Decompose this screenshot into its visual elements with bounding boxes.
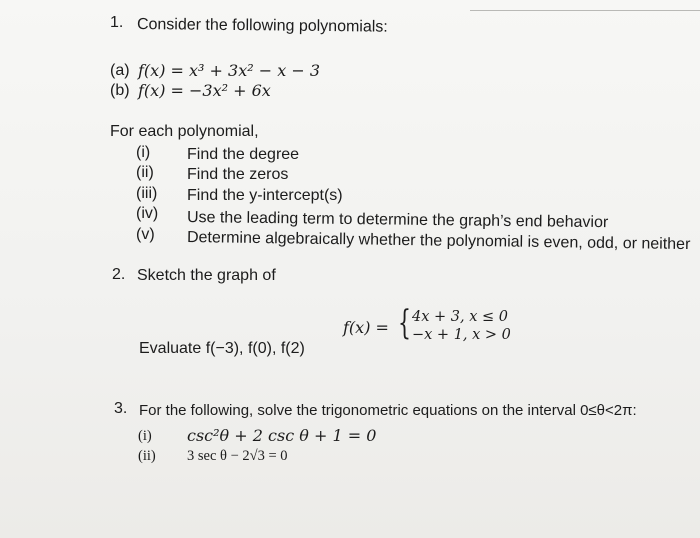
q2-case-1: 4x + 3, x ≤ 0 bbox=[412, 309, 508, 325]
q1-part-a-label: (a) bbox=[110, 62, 130, 79]
q3-item-ii-expr: 3 sec θ − 2√3 = 0 bbox=[187, 448, 288, 464]
q3-number: 3. bbox=[114, 400, 128, 417]
q1-task-v-num: (v) bbox=[136, 226, 155, 243]
q1-task-ii-num: (ii) bbox=[136, 164, 154, 181]
q2-function-lhs: f(x) = bbox=[343, 318, 389, 337]
q1-task-iv-num: (iv) bbox=[136, 205, 159, 222]
q1-task-ii-text: Find the zeros bbox=[187, 166, 289, 183]
q1-prompt: Consider the following polynomials: bbox=[136, 16, 388, 36]
q3-item-i-expr: csc²θ + 2 csc θ + 1 = 0 bbox=[187, 426, 377, 445]
q1-part-b-label: (b) bbox=[110, 82, 130, 99]
q1-task-iii-num: (iii) bbox=[136, 185, 158, 202]
q3-item-ii-num: (ii) bbox=[138, 448, 156, 464]
q2-evaluate: Evaluate f(−3), f(0), f(2) bbox=[139, 340, 305, 357]
q1-part-a-expression: f(x) = x³ + 3x² − x − 3 bbox=[138, 61, 320, 80]
q3-item-i-num: (i) bbox=[138, 428, 152, 444]
q1-task-i-text: Find the degree bbox=[187, 146, 300, 163]
q2-case-2: −x + 1, x > 0 bbox=[412, 327, 511, 343]
q1-task-iii-text: Find the y-intercept(s) bbox=[187, 187, 343, 204]
q1-task-iv-text: Use the leading term to determine the graph’s end behavior bbox=[186, 209, 609, 232]
q2-number: 2. bbox=[112, 266, 126, 283]
q3-prompt: For the following, solve the trigonometric equations on the interval 0≤θ<2π: bbox=[139, 402, 637, 419]
q2-prompt: Sketch the graph of bbox=[137, 267, 276, 284]
q1-for-each: For each polynomial, bbox=[110, 123, 259, 140]
q1-number: 1. bbox=[110, 14, 124, 31]
page-edge-line bbox=[470, 10, 700, 11]
q1-task-v-text: Determine algebraically whether the polynomial is even, odd, or neither bbox=[186, 229, 691, 254]
piecewise-brace: { bbox=[398, 303, 411, 343]
q1-task-i-num: (i) bbox=[136, 144, 151, 161]
q1-part-b-expression: f(x) = −3x² + 6x bbox=[138, 81, 271, 100]
